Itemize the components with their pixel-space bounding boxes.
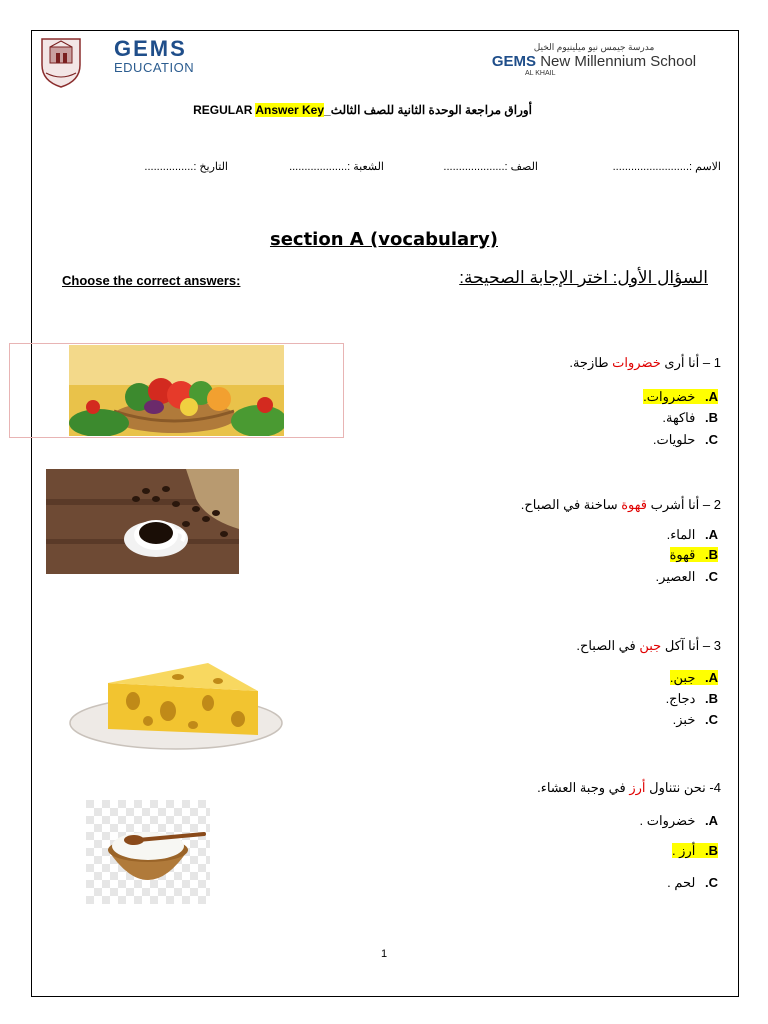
option-letter: B. xyxy=(704,843,718,858)
grade-field: الصف :.................... xyxy=(443,161,538,173)
section-title: section A (vocabulary) xyxy=(269,229,498,250)
question-number: 3 – xyxy=(702,638,721,653)
option-letter: C. xyxy=(704,432,718,447)
question-1-option-c xyxy=(653,432,718,448)
option-body xyxy=(662,410,718,425)
question-2-option-a xyxy=(667,527,718,543)
option-text: فاكهة. xyxy=(662,410,696,425)
page-number: 1 xyxy=(380,948,388,960)
question-4-option-c xyxy=(667,875,718,891)
question-keyword: قهوة xyxy=(621,497,647,512)
option-text: جبن. xyxy=(669,670,696,685)
school-crest-logo xyxy=(36,35,86,89)
school-name-arabic: مدرسة جيمس نيو ميلينيوم الخيل xyxy=(533,42,655,52)
option-letter: B. xyxy=(704,691,718,706)
question-before: نحن نتناول xyxy=(649,780,706,795)
school-name-block xyxy=(470,42,718,94)
option-letter: A. xyxy=(704,527,718,542)
option-body xyxy=(666,691,718,706)
question-number: 4- xyxy=(709,780,721,795)
question-after: في وجبة العشاء. xyxy=(537,780,626,795)
option-text: خضروات. xyxy=(643,389,696,404)
option-body xyxy=(667,875,718,890)
correct-answer-highlight xyxy=(670,670,718,685)
question-2-option-b xyxy=(670,547,718,563)
question-4-text xyxy=(537,780,721,796)
rice-bowl-image xyxy=(86,800,210,904)
school-name-label: New Millennium School xyxy=(540,53,697,70)
option-text: الماء. xyxy=(666,527,696,542)
question-before: أنا أرى xyxy=(664,355,700,370)
title-arabic: أوراق مراجعة الوحدة الثانية للصف الثالث_ xyxy=(324,103,532,117)
question-keyword: جبن xyxy=(639,638,662,653)
option-text: دجاج. xyxy=(665,691,696,706)
option-text: خبز. xyxy=(672,712,696,727)
option-letter: C. xyxy=(704,712,718,727)
name-field: الاسم :......................... xyxy=(612,161,721,173)
gems-education-logo xyxy=(114,38,214,80)
option-letter: B. xyxy=(704,547,718,562)
option-text: خضروات . xyxy=(639,813,696,828)
answer-key-badge: Answer Key xyxy=(255,103,325,117)
section-field: الشعبة :................... xyxy=(289,161,384,173)
option-letter: C. xyxy=(704,569,718,584)
option-body xyxy=(656,569,718,584)
cheese-image xyxy=(58,653,295,764)
option-text: حلويات. xyxy=(652,432,696,447)
option-text: لحم . xyxy=(667,875,696,890)
option-body xyxy=(667,527,718,542)
coffee-cup-image xyxy=(46,469,239,574)
option-letter: A. xyxy=(704,813,718,828)
option-body xyxy=(640,813,718,828)
question-after: طازجة. xyxy=(569,355,609,370)
question-1-text xyxy=(569,355,721,371)
school-name-english xyxy=(470,53,718,70)
option-text: العصير. xyxy=(655,569,696,584)
question-4-option-a xyxy=(640,813,718,829)
option-text: قهوة xyxy=(669,547,696,562)
question-after: في الصباح. xyxy=(576,638,636,653)
question-keyword: أرز xyxy=(629,780,646,795)
date-field: التاريخ :................ xyxy=(144,161,228,173)
gems-education-text: EDUCATION xyxy=(114,60,195,75)
question-3-option-c xyxy=(673,712,718,728)
option-letter: C. xyxy=(704,875,718,890)
question-number: 2 – xyxy=(702,497,721,512)
question-keyword: خضروات xyxy=(612,355,661,370)
instructions-arabic: السؤال الأول: اختر الإجابة الصحيحة: xyxy=(459,268,708,287)
question-1-option-a xyxy=(643,389,718,405)
option-letter: B. xyxy=(704,410,718,425)
correct-answer-highlight xyxy=(670,547,718,562)
option-body xyxy=(673,712,718,727)
option-body xyxy=(653,432,718,447)
vegetable-basket-image xyxy=(69,345,284,436)
correct-answer-highlight xyxy=(672,843,718,858)
question-1-option-b xyxy=(662,410,718,426)
instructions-english: Choose the correct answers: xyxy=(62,273,241,288)
question-4-option-b xyxy=(672,843,718,859)
question-before: أنا آكل xyxy=(664,638,700,653)
option-text: أرز . xyxy=(671,843,696,858)
school-location: AL KHAIL xyxy=(525,70,556,77)
question-after: ساخنة في الصباح. xyxy=(520,497,618,512)
question-number: 1 – xyxy=(702,355,721,370)
question-2-option-c xyxy=(656,569,718,585)
school-gems-label: GEMS xyxy=(491,53,537,70)
question-before: أنا أشرب xyxy=(650,497,700,512)
worksheet-title xyxy=(193,103,532,117)
question-3-option-a xyxy=(670,670,718,686)
gems-brand-mark: GEMS xyxy=(114,36,187,61)
question-2-text xyxy=(521,497,721,513)
correct-answer-highlight xyxy=(643,389,718,404)
option-letter: A. xyxy=(704,389,718,404)
option-letter: A. xyxy=(704,670,718,685)
question-3-option-b xyxy=(666,691,718,707)
title-regular: REGULAR xyxy=(193,103,253,117)
question-3-text xyxy=(576,638,721,654)
